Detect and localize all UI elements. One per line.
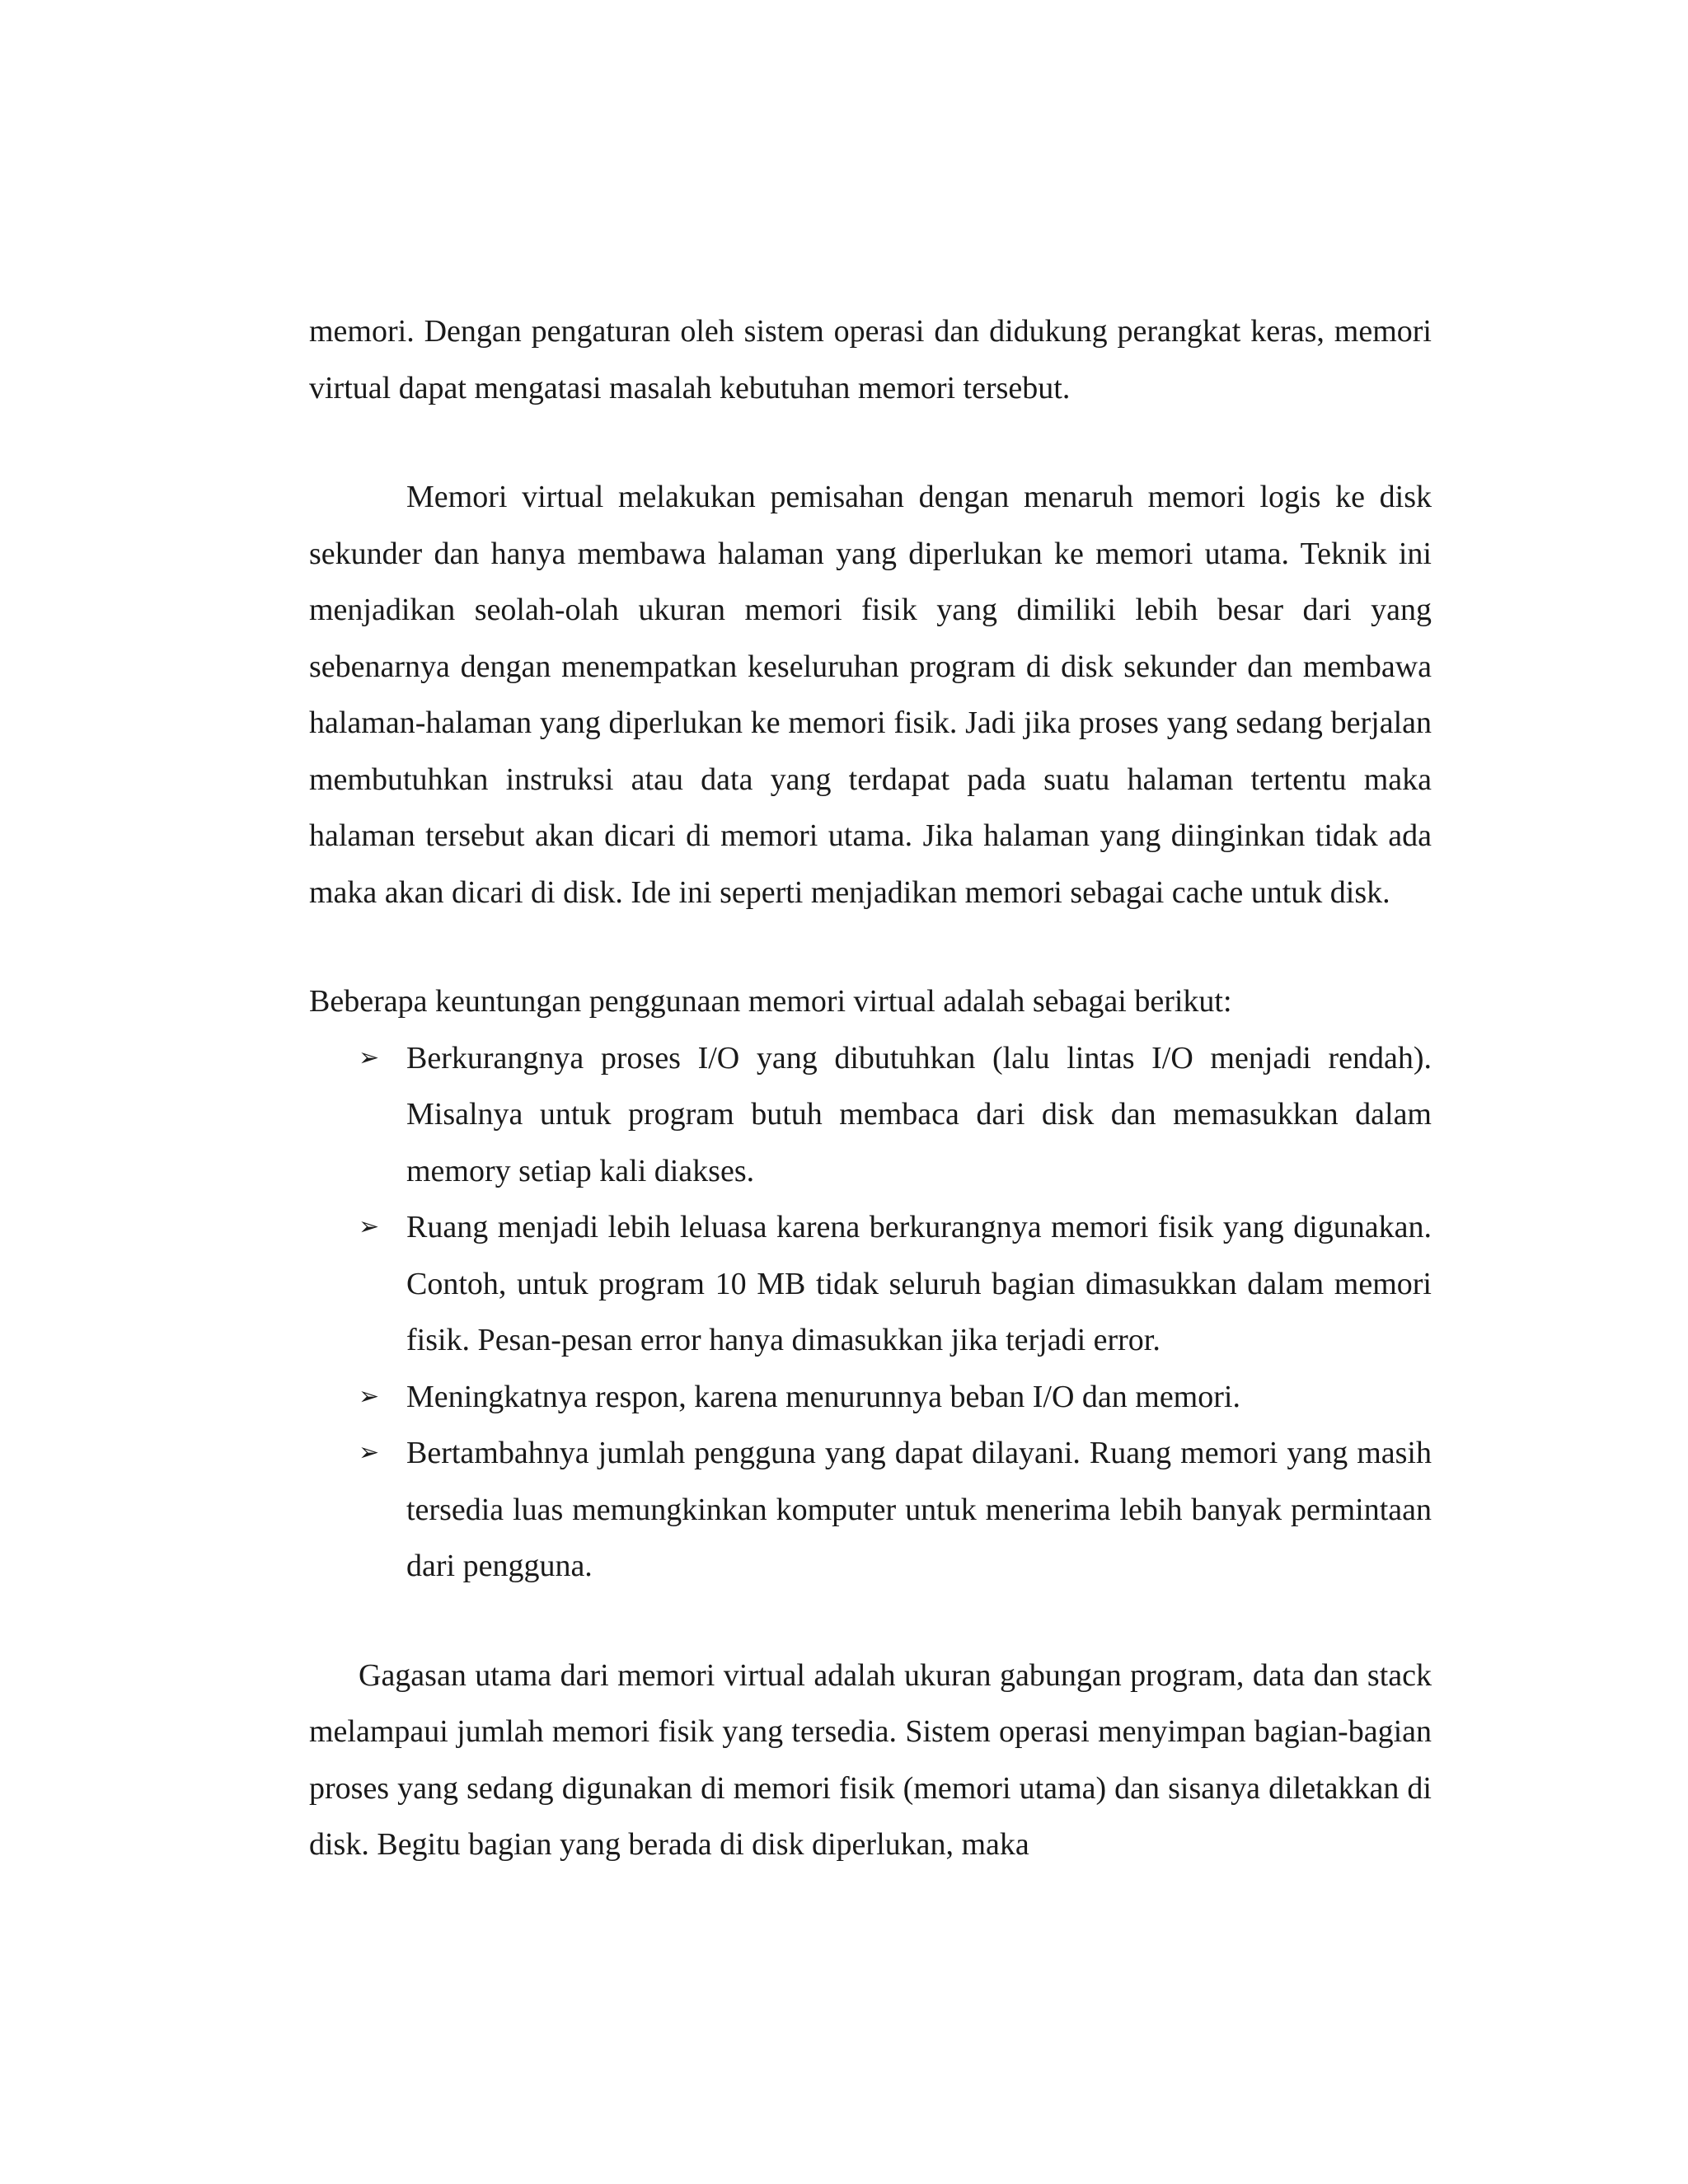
list-intro: Beberapa keuntungan penggunaan memori virtual adalah sebagai berikut: <box>309 984 1232 1019</box>
document-page <box>309 303 1432 1873</box>
list-item <box>309 1369 1432 1426</box>
arrowhead-bullet-icon: ➢ <box>359 1381 380 1411</box>
paragraph-continued: memori. Dengan pengaturan oleh sistem operasi dan didukung perangkat keras, memori virtual dapat mengatasi masalah kebutuhan memori tersebut. <box>309 314 1432 405</box>
list-item-text: Meningkatnya respon, karena menurunnya beban I/O dan memori. <box>406 1379 1240 1414</box>
list-item-text: Ruang menjadi lebih leluasa karena berkurangnya memori fisik yang digunakan. Contoh, untuk program 10 MB tidak seluruh bagian dimasukkan dalam memori fisik. Pesan-pesan error hanya dimasukkan jika terjadi error. <box>406 1210 1432 1357</box>
list-item <box>309 1425 1432 1595</box>
list-item <box>309 1030 1432 1200</box>
arrowhead-bullet-icon: ➢ <box>359 1043 380 1072</box>
arrowhead-bullet-icon: ➢ <box>359 1212 380 1241</box>
list-item <box>309 1199 1432 1369</box>
paragraph-main-idea: Gagasan utama dari memori virtual adalah ukuran gabungan program, data dan stack melampaui jumlah memori fisik yang tersedia. Sistem operasi menyimpan bagian-bagian proses yang sedang digunakan di memori fisik (memori utama) dan sisanya diletakkan di disk. Begitu bagian yang berada di disk diperlukan, maka <box>309 1657 1432 1862</box>
list-item-text: Berkurangnya proses I/O yang dibutuhkan (lalu lintas I/O menjadi rendah). Misalnya untuk program butuh membaca dari disk dan memasukkan dalam memory setiap kali diakses. <box>406 1040 1432 1188</box>
list-item-text: Bertambahnya jumlah pengguna yang dapat dilayani. Ruang memori yang masih tersedia luas memungkinkan komputer untuk menerima lebih banyak permintaan dari pengguna. <box>406 1436 1432 1583</box>
arrowhead-bullet-icon: ➢ <box>359 1438 380 1467</box>
benefits-list <box>309 1030 1432 1595</box>
paragraph-virtual-memory-separation: Memori virtual melakukan pemisahan dengan menaruh memori logis ke disk sekunder dan hanya membawa halaman yang diperlukan ke memori utama. Teknik ini menjadikan seolah-olah ukuran memori fisik yang dimiliki lebih besar dari yang sebenarnya dengan menempatkan keseluruhan program di disk sekunder dan membawa halaman-halaman yang diperlukan ke memori fisik. Jadi jika proses yang sedang berjalan membutuhkan instruksi atau data yang terdapat pada suatu halaman tertentu maka halaman tersebut akan dicari di memori utama. Jika halaman yang diinginkan tidak ada maka akan dicari di disk. Ide ini seperti menjadikan memori sebagai cache untuk disk. <box>309 480 1432 910</box>
